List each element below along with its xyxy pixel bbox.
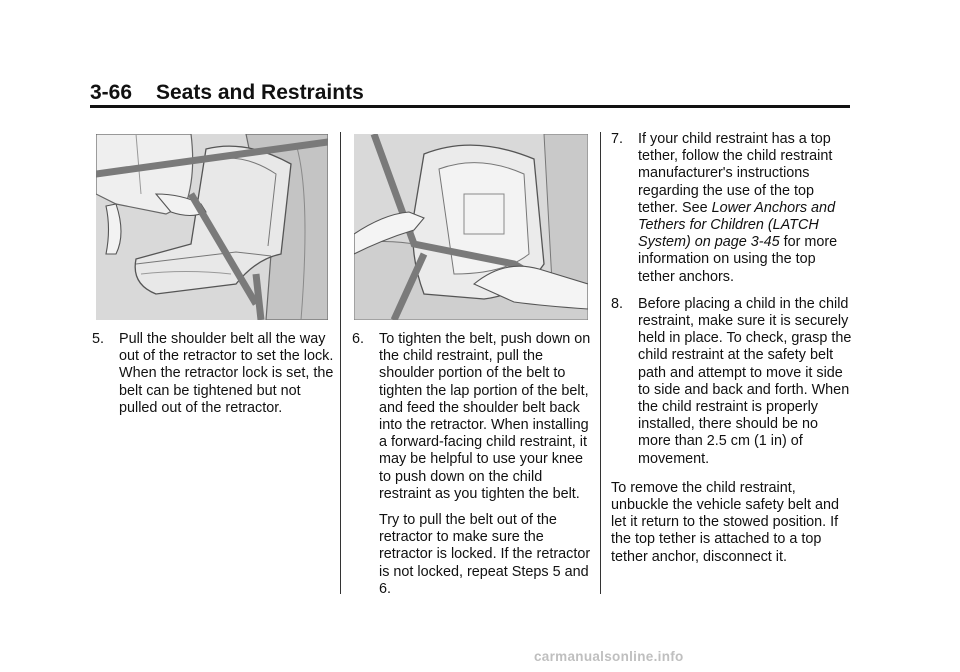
step-number: 6. [352, 331, 365, 347]
step-text: Before placing a child in the child restraint, make sure it is securely held in place. To check, grasp the child restraint at the safety belt path and attempt to move it side to side and back and forth. When the child restraint is properly installed, there should be no more than 2.5 cm (1 in) of movement. [638, 295, 852, 467]
paragraph-remove-restraint: To remove the child restraint, unbuckle the vehicle safety belt and let it return to the stowed position. If the top tether is attached to a top tether anchor, disconnect it. [611, 479, 840, 565]
step-text [638, 131, 853, 286]
step-number: 5. [92, 331, 105, 347]
section-title: Seats and Restraints [156, 81, 364, 104]
step-6 [352, 331, 596, 598]
page-header [90, 80, 850, 106]
step-text-part: If your child restraint has a top tether, follow the child restraint manufacturer's instructions regarding the use of the top tether. See [638, 131, 833, 216]
page-number: 3-66 [90, 81, 133, 104]
step-text-continued: Try to pull the belt out of the retractor to make sure the retractor is locked. If the retractor is not locked, repeat Steps 5 and 6. [379, 512, 591, 597]
column-3 [611, 131, 853, 566]
step-8 [611, 296, 853, 468]
step-7 [611, 131, 853, 286]
header-rule [90, 105, 850, 108]
step-number: 7. [611, 131, 624, 147]
step-text: To tighten the belt, push down on the child restraint, pull the shoulder portion of the belt to tighten the lap portion of the belt, and feed the shoulder belt back into the retractor. When installing a forward-facing child restraint, it may be helpful to use your knee to push down on the child restraint as you tighten the belt. [379, 331, 591, 502]
illustration-pull-shoulder-belt [96, 134, 328, 320]
step-text: Pull the shoulder belt all the way out of the retractor to set the lock. When the retractor lock is set, the belt can be tightened but not pulled out of the retractor. [119, 331, 334, 416]
column-2 [352, 331, 596, 598]
step-5 [92, 331, 336, 417]
step-text-part: for more information on using the top tether anchors. [638, 234, 838, 285]
illustration-tighten-belt [354, 134, 588, 320]
column-1 [92, 331, 336, 417]
footer-watermark: carmanualsonline.info [534, 649, 684, 664]
column-divider-left [340, 132, 341, 594]
step-number: 8. [611, 295, 624, 312]
cross-reference-link[interactable]: Lower Anchors and Tethers for Children (LATCH System) on page 3-45 [638, 199, 836, 251]
column-divider-right [600, 132, 601, 594]
